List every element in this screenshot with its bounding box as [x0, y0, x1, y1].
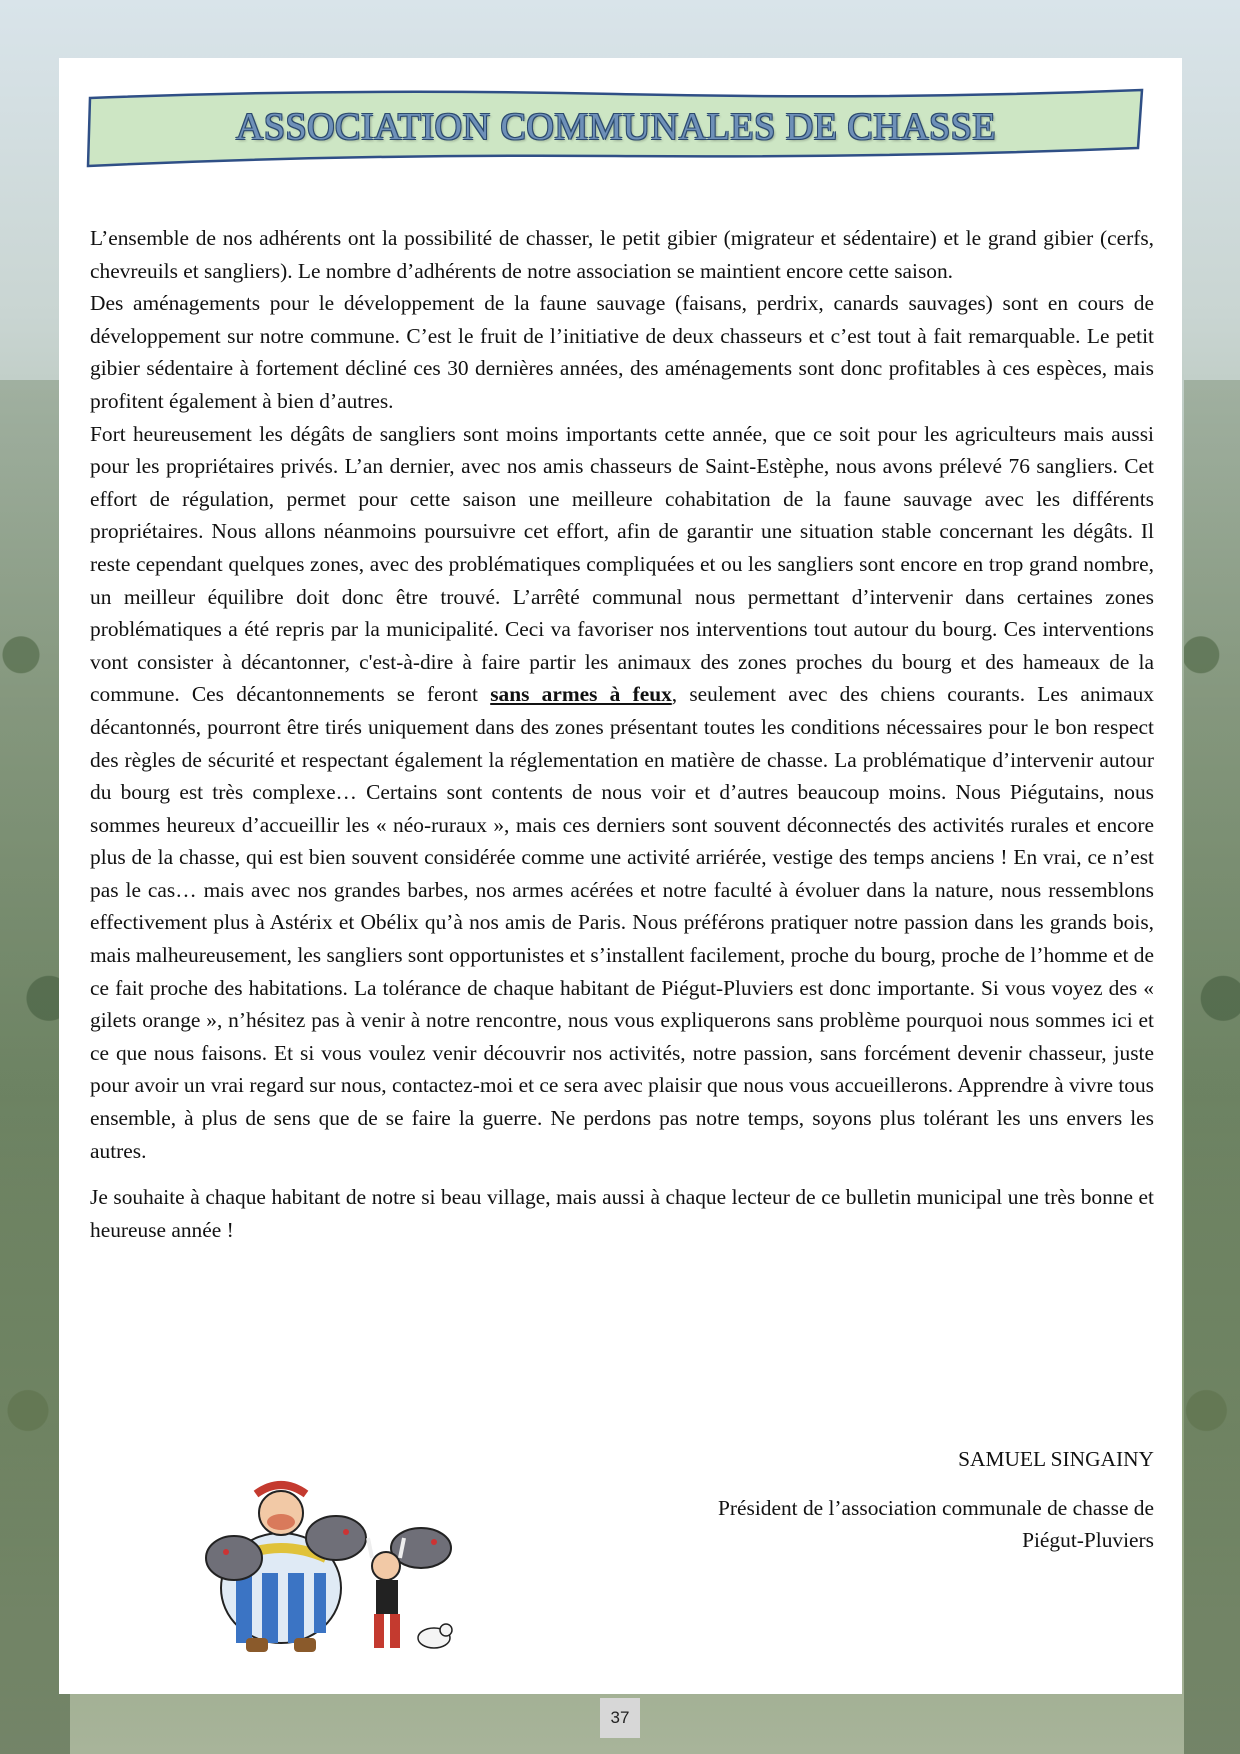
page-title: ASSOCIATION COMMUNALES DE CHASSE [235, 106, 997, 148]
paragraph-1: L’ensemble de nos adhérents ont la possibilité de chasser, le petit gibier (migrateur et sédentaire) et le grand gibier (cerfs, chevreuils et sangliers). Le nombre d’adhérents de notre association se maintient encore cette saison. [90, 226, 1154, 283]
article-body [90, 222, 1154, 1246]
cartoon-characters-image [196, 1478, 466, 1663]
title-banner [86, 86, 1146, 168]
paragraph-3-start: Fort heureusement les dégâts de sangliers sont moins importants cette année, que ce soit pour les agriculteurs mais aussi pour les propriétaires privés. L’an dernier, avec nos amis chasseurs de Saint-Estèphe, nous avons prélevé 76 sangliers. Cet effort de régulation, permet pour cette saison une meilleure cohabitation de la faune sauvage avec les différents propriétaires. Nous allons néanmoins poursuivre cet effort, afin de garantir une situation stable concernant les dégâts. Il reste cependant quelques zones, avec des problématiques compliquées et ou les sangliers sont encore en trop grand nombre, un meilleur équilibre doit donc être trouvé. L’arrêté communal nous permettant d’intervenir dans certaines zones problématiques a été repris par la municipalité. Ceci va favoriser nos interventions tout autour du bourg. Ces interventions vont consister à décantonner, c'est-à-dire à faire partir les animaux des zones proches du bourg et des hameaux de la commune. Ces décantonnements se feront [90, 421, 1154, 707]
emphasis-no-firearms: sans armes à feux [490, 682, 672, 707]
paragraph-3 [90, 418, 1154, 1168]
background-trees-right [1184, 380, 1240, 1754]
signature-role-line-2: Piégut-Pluviers [1022, 1528, 1154, 1553]
signature-name: SAMUEL SINGAINY [958, 1447, 1154, 1471]
signature-block [718, 1443, 1154, 1557]
paragraph-2: Des aménagements pour le développement de la faune sauvage (faisans, perdrix, canards sauvages) sont en cours de développement sur notre commune. C’est le fruit de l’initiative de deux chasseurs et c’est tout à fait remarquable. Le petit gibier sédentaire à fortement décliné ces 30 dernières années, des aménagements sont donc profitables à ces espèces, mais profitent également à bien d’autres. [90, 291, 1154, 413]
paragraph-3-end: , seulement avec des chiens courants. Les animaux décantonnés, pourront être tirés uniquement dans des zones présentant toutes les conditions nécessaires pour le bon respect des règles de sécurité et respectant également la réglementation en matière de chasse. La problématique d’intervenir autour du bourg est très complexe… Certains sont contents de nous voir et d’autres beaucoup moins. Nous Piégutains, nous sommes heureux d’accueillir les « néo-ruraux », mais ces derniers sont souvent déconnectés des activités rurales et encore plus de la chasse, qui est bien souvent considérée comme une activité arriérée, vestige des temps anciens ! En vrai, ce n’est pas le cas… mais avec nos grandes barbes, nos armes acérées et notre faculté à évoluer dans la nature, nous ressemblons effectivement plus à Astérix et Obélix qu’à nos amis de Paris. Nous préférons pratiquer notre passion dans les grands bois, mais malheureusement, les sangliers sont opportunistes et s’installent facilement, proche du bourg, proche de l’homme et de ce fait proche des habitations. La tolérance de chaque habitant de Piégut-Pluviers est donc importante. Si vous voyez des « gilets orange », n’hésitez pas à venir à notre rencontre, nous vous expliquerons sans problème pourquoi nous sommes ici et ce que nous faisons. Et si vous voulez venir découvrir nos activités, notre passion, sans forcément devenir chasseur, juste pour avoir un vrai regard sur nous, contactez-moi et ce sera avec plaisir que nous vous accueillerons. Apprendre à vivre tous ensemble, à plus de sens que de se faire la guerre. Ne perdons pas notre temps, soyons plus tolérant les uns envers les autres. [90, 682, 1154, 1163]
paragraph-4: Je souhaite à chaque habitant de notre si beau village, mais aussi à chaque lecteur de ce bulletin municipal une très bonne et heureuse année ! [90, 1185, 1154, 1242]
signature-role-line-1: Président de l’association communale de chasse de [718, 1495, 1154, 1520]
page-number: 37 [600, 1698, 640, 1738]
cartoon-illustration [196, 1478, 466, 1668]
